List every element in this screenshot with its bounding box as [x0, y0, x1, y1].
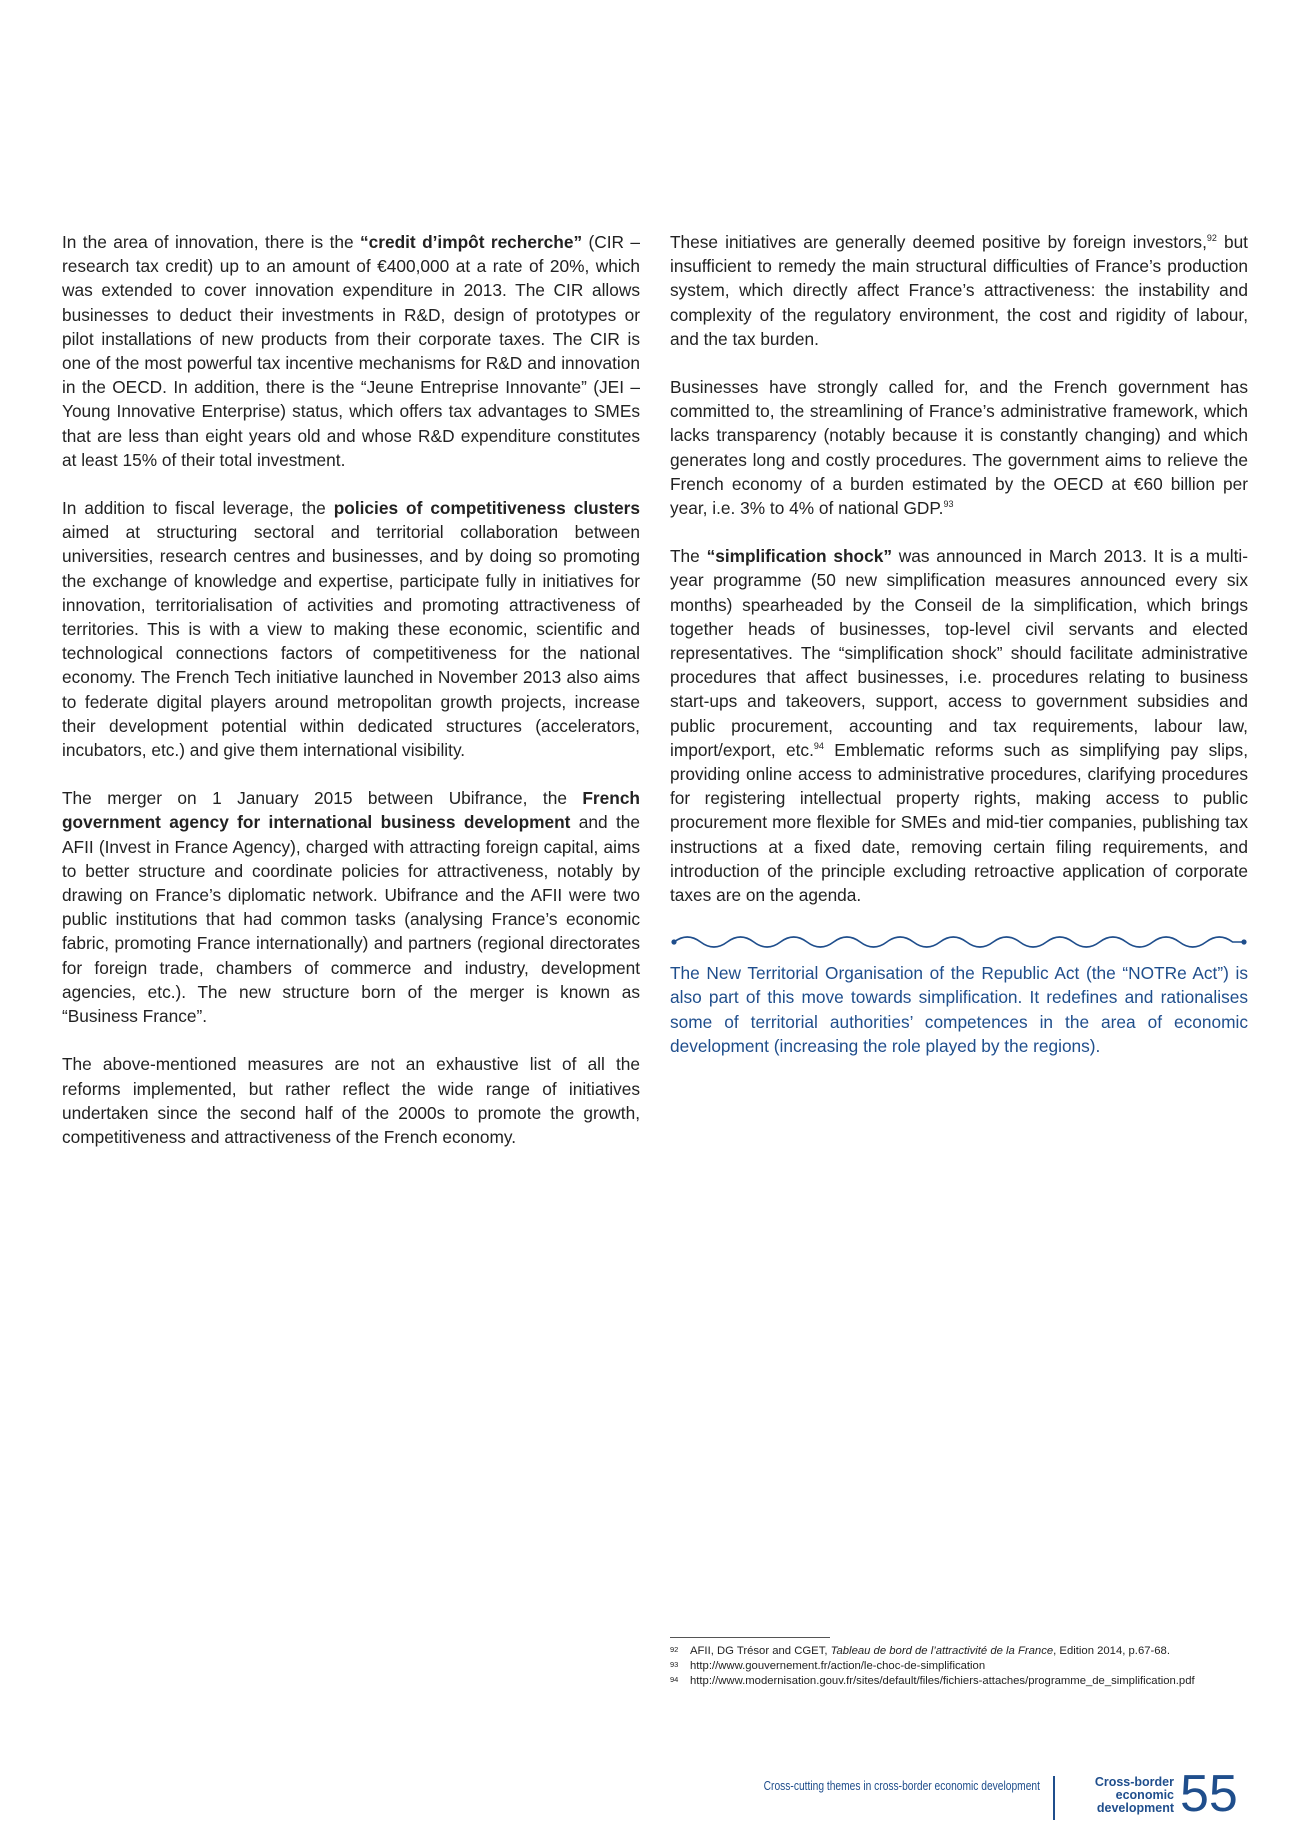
wave-divider: [670, 931, 1248, 953]
text: In the area of innovation, there is the: [62, 232, 360, 252]
footnote-number: 94: [670, 1675, 679, 1684]
paragraph-streamlining: [670, 375, 1248, 520]
bold-term: “credit d’impôt recherche”: [359, 232, 583, 252]
footnote-separator: [670, 1637, 830, 1638]
brand-line: economic: [1115, 1788, 1174, 1802]
footnote-ref[interactable]: 93: [943, 499, 954, 510]
text: but insufficient to remedy the main structural difficulties of France’s production system, which directly affect France’s attractiveness: the instability and complexity of the regulatory environment, the cost and rigidity of labour, and the tax burden.: [670, 232, 1248, 349]
text: (CIR – research tax credit) up to an amount of €400,000 at a rate of 20%, which was extended to cover innovation expenditure in 2013. The CIR allows businesses to deduct their investments in R&D, design of prototypes or pilot installations of new products from their corporate taxes. The CIR is one of the most powerful tax incentive mechanisms for R&D and innovation in the OECD. In addition, there is the “Jeune Entreprise Innovante” (JEI – Young Innovative Enterprise) status, which offers tax advantages to SMEs that are less than eight years old and whose R&D expenditure constitutes at least 15% of their total investment.: [62, 232, 641, 470]
text: Businesses have strongly called for, and the French government has committed to, the streamlining of France’s administrative framework, which lacks transparency (notably because it is constantly changing) and which generates long and costly procedures. The government aims to relieve the French economy of a burden estimated by the OECD at €60 billion per year, i.e. 3% to 4% of national GDP.: [670, 377, 1248, 519]
page-number: 55: [1180, 1765, 1238, 1823]
footer-brand: [1095, 1776, 1174, 1815]
footnote-text: AFII, DG Trésor and CGET,: [690, 1645, 831, 1657]
bold-term: “simplification shock”: [706, 546, 892, 567]
footnote-93[interactable]: [670, 1659, 1248, 1674]
footnote-title: Tableau de bord de l’attractivité de la France: [830, 1645, 1054, 1657]
footer-section-title: Cross-cutting themes in cross-border economic development: [763, 1779, 1040, 1793]
bold-term: French government agency for international business development: [62, 788, 640, 833]
paragraph-initiatives: [670, 230, 1248, 351]
footnote-link[interactable]: http://www.gouvernement.fr/action/le-choc-de-simplification: [690, 1660, 986, 1672]
left-column: [62, 230, 640, 1173]
paragraph-summary: The above-mentioned measures are not an exhaustive list of all the reforms implemented, but rather reflect the wide range of initiatives undertaken since the second half of the 2000s to promote the growth, competitiveness and attractiveness of the French economy.: [62, 1054, 640, 1147]
text: Emblematic reforms such as simplifying pay slips, providing online access to administrative procedures, clarifying procedures for registering intellectual property rights, making access to public procurement more flexible for SMEs and mid-tier companies, publishing tax instructions at a fixed date, removing certain filing requirements, and introduction of the principle excluding retroactive application of corporate taxes are on the agenda.: [670, 739, 1248, 906]
notre-act-callout: The New Territorial Organisation of the Republic Act (the “NOTRe Act”) is also part of this move towards simplification. It redefines and rationalises some of territorial authorities’ competences in the area of economic development (increasing the role played by the regions).: [670, 963, 1248, 1056]
bold-term: policies of competitiveness clusters: [333, 498, 640, 519]
footnote-ref[interactable]: 92: [1206, 233, 1217, 244]
paragraph-simplification-shock: [670, 544, 1248, 907]
paragraph-merger: [62, 786, 640, 1028]
paragraph-cir: [62, 230, 640, 472]
text: The: [670, 546, 707, 567]
footnote-94[interactable]: [670, 1674, 1248, 1689]
text: and the AFII (Invest in France Agency), charged with attracting foreign capital, aims to better structure and coordinate policies for attractiveness, notably by drawing on France’s diplomatic network. Ubifrance and the AFII were two public institutions that had common tasks (analysing France’s economic fabric, promoting France internationally) and partners (regional directorates for foreign trade, chambers of commerce and industry, development agencies, etc.). The new structure born of the merger is known as “Business France”.: [62, 812, 640, 1027]
footnote-ref[interactable]: 94: [813, 741, 824, 752]
text: In addition to fiscal leverage, the: [62, 498, 334, 519]
footnote-number: 92: [670, 1645, 679, 1654]
right-column: [670, 230, 1248, 1082]
text: These initiatives are generally deemed positive by foreign investors,: [670, 232, 1207, 252]
brand-line: Cross-border: [1094, 1775, 1174, 1789]
footnote-number: 93: [670, 1660, 679, 1669]
paragraph-clusters: [62, 496, 640, 762]
footer-divider: [1053, 1776, 1055, 1820]
brand-line: development: [1096, 1801, 1174, 1815]
footnote-link[interactable]: http://www.modernisation.gouv.fr/sites/default/files/fichiers-attaches/programme_de_simplification.pdf: [690, 1675, 1195, 1687]
footnote-text: , Edition 2014, p.67-68.: [1053, 1645, 1170, 1657]
text: was announced in March 2013. It is a multi-year programme (50 new simplification measures announced every six months) spearheaded by the Conseil de la simplification, which brings together heads of businesses, top-level civil servants and elected representatives. The “simplification shock” should facilitate administrative procedures that affect businesses, i.e. procedures relating to business start-ups and takeovers, support, access to government subsidies and public procurement, accounting and tax requirements, labour law, import/export, etc.: [670, 546, 1248, 760]
footnotes: [670, 1644, 1248, 1689]
text: aimed at structuring sectoral and territorial collaboration between universities, research centres and businesses, and by doing so promoting the exchange of knowledge and expertise, participate fully in initiatives for innovation, territorialisation of activities and promoting attractiveness of territories. This is with a view to making these economic, scientific and technological connections factors of competitiveness for the national economy. The French Tech initiative launched in November 2013 also aims to federate digital players around metropolitan growth projects, increase their development potential within dedicated structures (accelerators, incubators, etc.) and give them international visibility.: [62, 522, 640, 761]
text: The merger on 1 January 2015 between Ubifrance, the: [62, 788, 583, 809]
footnote-92: [670, 1644, 1248, 1659]
